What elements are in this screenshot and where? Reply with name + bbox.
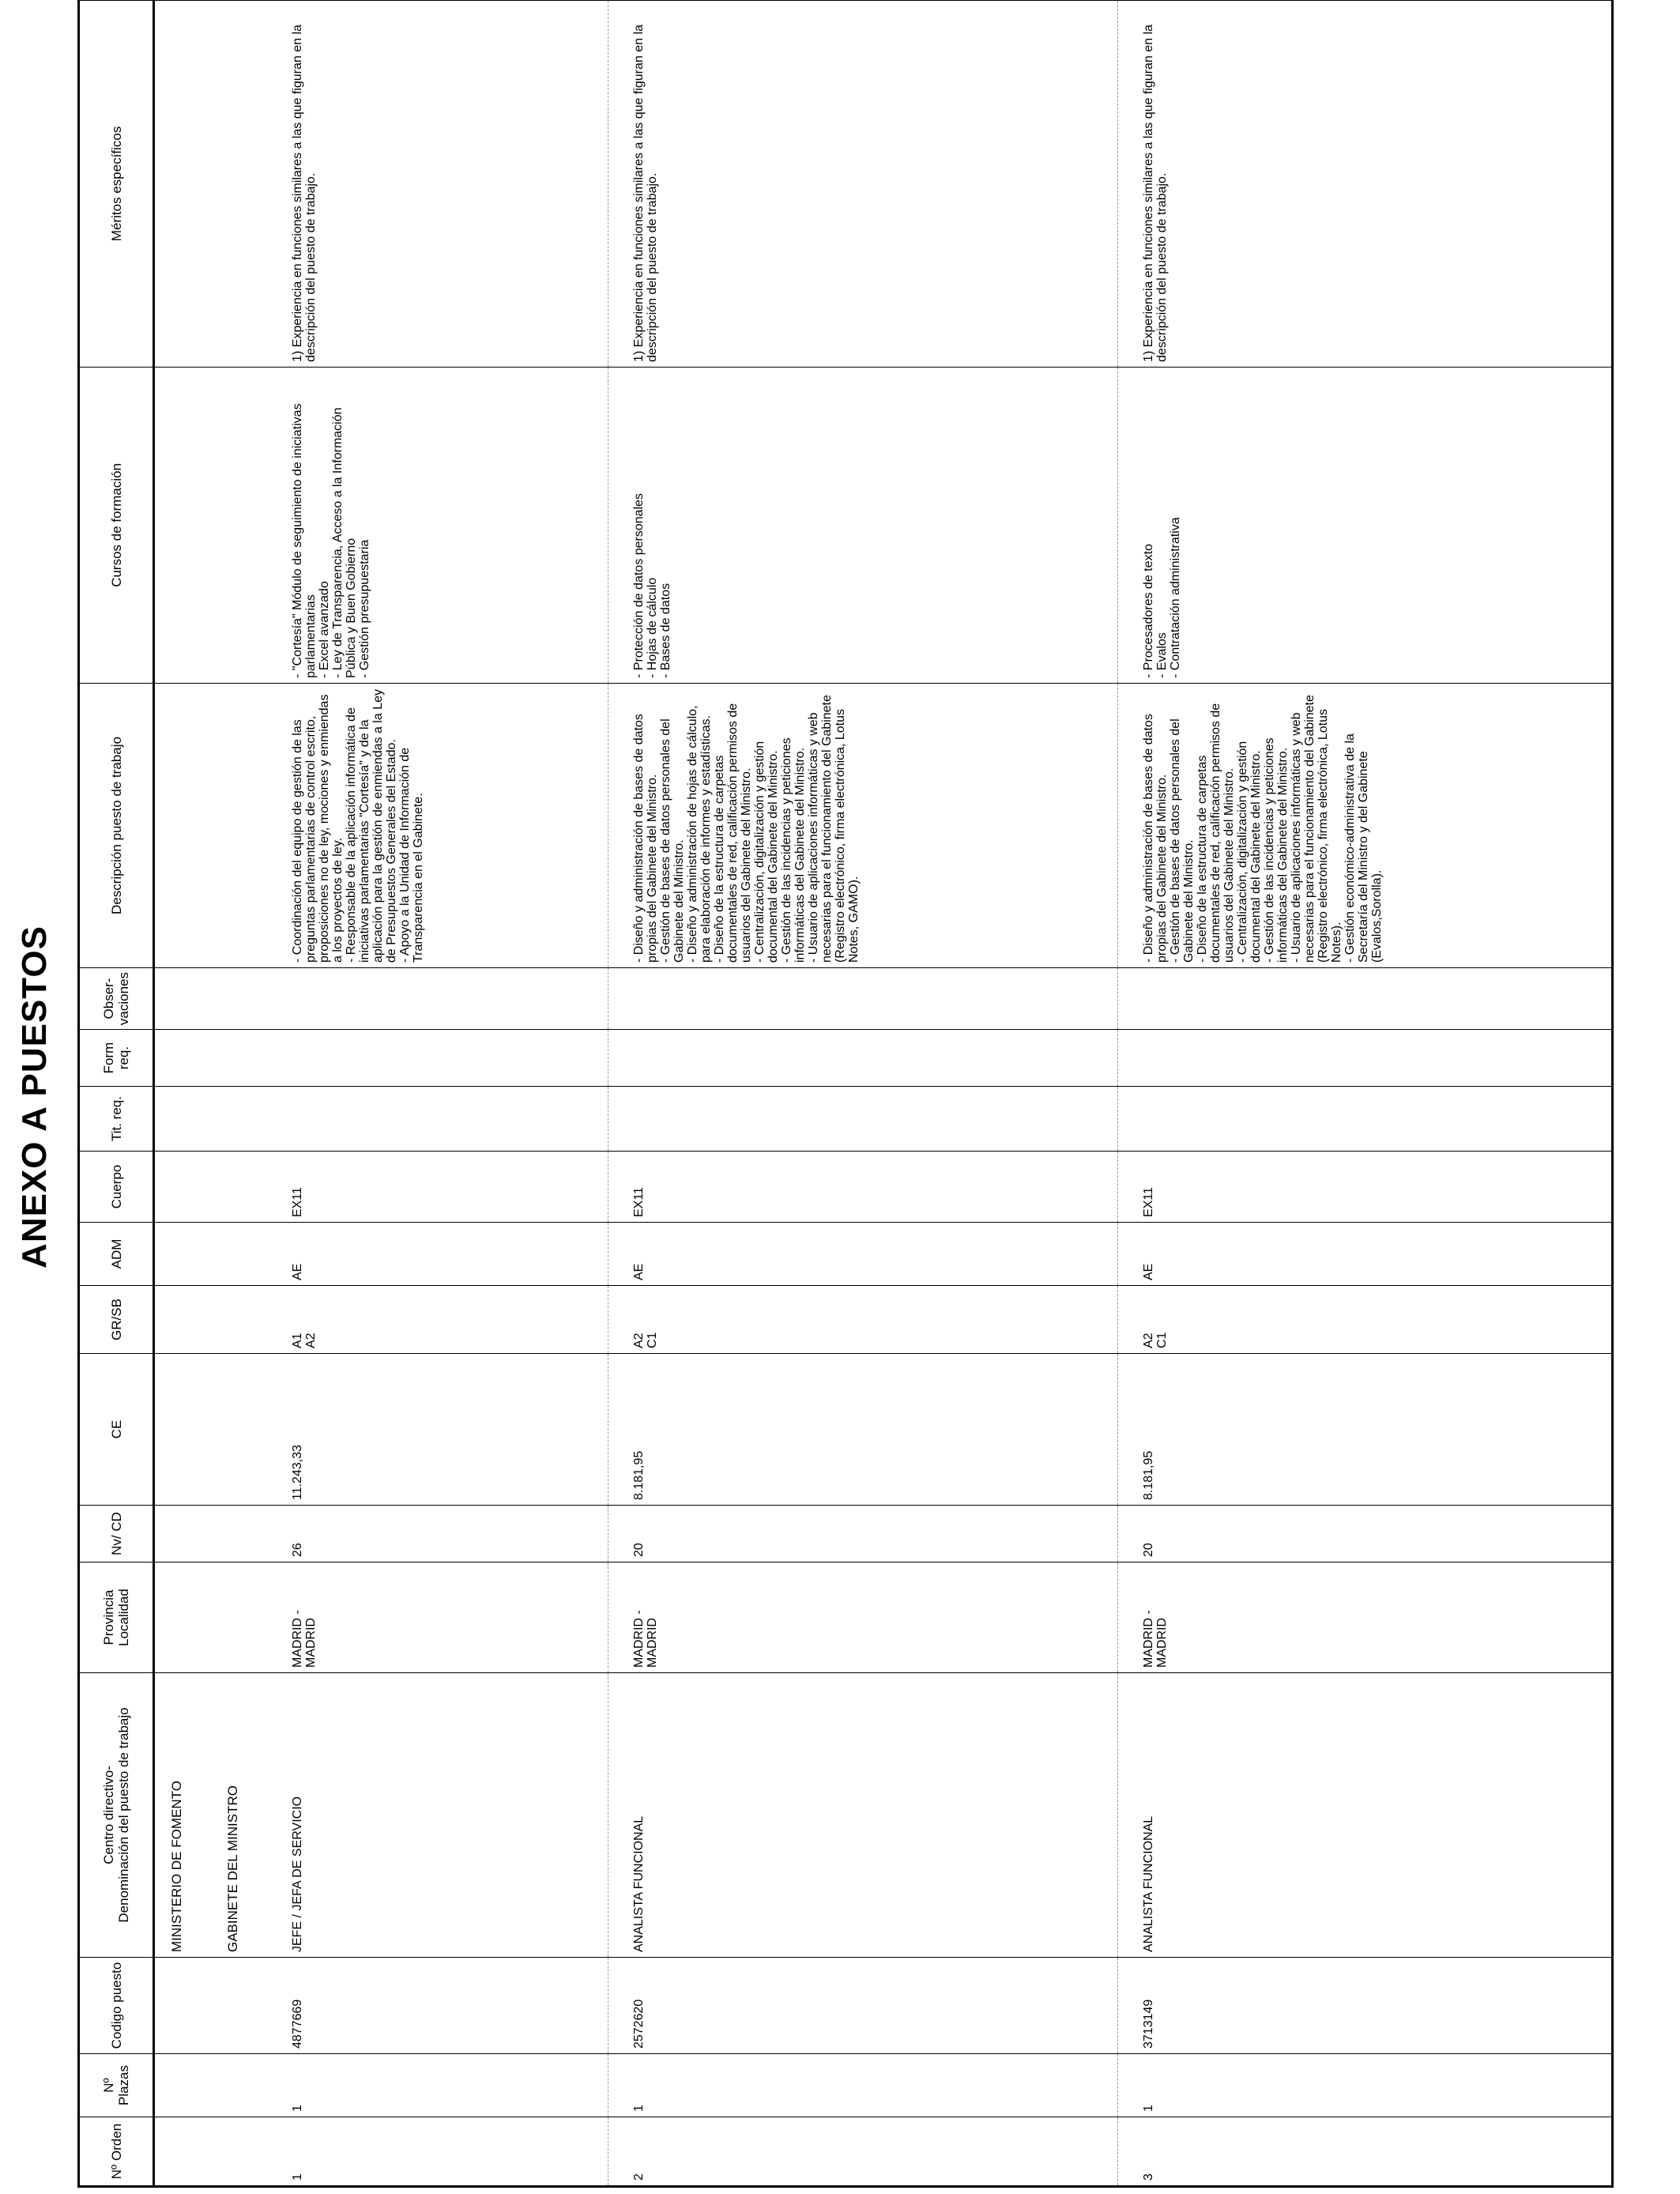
- col-header-max: [79, 0, 154, 1]
- section-cell: [154, 368, 268, 684]
- cell-plazas: 1: [267, 2054, 608, 2117]
- cell-descripcion: - Coordinación del equipo de gestión de las preguntas parlamentarias de control escrito, proposiciones no de ley, mociones y enmiendas a los proyectos de ley. - Responsable de la aplicación informática de iniciativas parlamentarias "Cortesía" y de la aplicación para la gestión de enmiendas a la Ley de Presupuestos Generales del Estado. - Apoyo a la Unidad de Información de Transparencia en el Gabinete.: [267, 684, 608, 968]
- cell-adm: AE: [267, 1223, 608, 1286]
- col-header-orden: Nº Orden: [79, 2117, 154, 2187]
- cell-codigo: 4877669: [267, 1958, 608, 2054]
- cell-titulacion: [608, 1087, 1118, 1152]
- cell-max: [1118, 0, 1613, 1]
- cell-nivel: 20: [608, 1506, 1118, 1563]
- section-cell: [154, 968, 268, 1030]
- cell-cuerpo: EX11: [608, 1152, 1118, 1223]
- table-row: [1118, 0, 1613, 2187]
- cell-orden: 2: [608, 2117, 1118, 2187]
- positions-table: [77, 0, 1614, 2188]
- section-cell: [154, 2117, 268, 2187]
- cell-localidad: MADRID - MADRID: [267, 1563, 608, 1673]
- col-header-nivel: Nv/ CD: [79, 1506, 154, 1563]
- cell-orden: 3: [1118, 2117, 1613, 2187]
- cell-cursos: - "Cortesía" Módulo de seguimiento de iniciativas parlamentarias - Excel avanzado - Ley de Transparencia, Acceso a la Información Pública y Buen Gobierno - Gestión presupuestaria: [267, 368, 608, 684]
- cell-cuerpo: EX11: [267, 1152, 608, 1223]
- cell-descripcion: - Diseño y administración de bases de datos propias del Gabinete del Ministro. - Gestión de bases de datos personales del Gabinete del Ministro. - Diseño y administración de hojas de cálculo, para elaboración de informes y estadísticas. - Diseño de la estructura de carpetas documentales de red, calificación permisos de usuarios del Gabinete del Ministro. - Centralización, digitalización y gestión documental del Gabinete del Ministro. - Gestión de las incidencias y peticiones informáticas del Gabinete del Ministro. - Usuario de aplicaciones informáticas y web necesarias para el funcionamiento del Gabinete (Registro electrónico, firma electrónica, Lotus Notes, GAMO).: [608, 684, 1118, 968]
- cell-formacion: [608, 1030, 1118, 1087]
- table-row: [267, 0, 608, 2187]
- cell-observaciones: [267, 968, 608, 1030]
- cell-puesto: ANALISTA FUNCIONAL: [1118, 1673, 1613, 1958]
- cell-codigo: 2572620: [608, 1958, 1118, 2054]
- cell-plazas: 1: [608, 2054, 1118, 2117]
- cell-puesto: JEFE / JEFA DE SERVICIO: [267, 1673, 608, 1958]
- cell-cursos: - Procesadores de texto - Evalos - Contratación administrativa: [1118, 368, 1613, 684]
- section-cell: [154, 1958, 268, 2054]
- col-header-formacion: Form req.: [79, 1030, 154, 1087]
- unit-name: GABINETE DEL MINISTRO: [225, 1785, 240, 1952]
- cell-titulacion: [1118, 1087, 1613, 1152]
- section-cell: [154, 1286, 268, 1354]
- cell-cuerpo: EX11: [1118, 1152, 1613, 1223]
- section-cell: [154, 684, 268, 968]
- section-row: [154, 0, 268, 2187]
- cell-localidad: MADRID - MADRID: [1118, 1563, 1613, 1673]
- cell-adm: AE: [608, 1223, 1118, 1286]
- section-cell: [154, 1087, 268, 1152]
- cell-puesto: ANALISTA FUNCIONAL: [608, 1673, 1118, 1958]
- col-header-observaciones: Obser-vaciones: [79, 968, 154, 1030]
- cell-grupo: A2 C1: [608, 1286, 1118, 1354]
- cell-meritos: 1) Experiencia en funciones similares a las que figuran en la descripción del puesto de trabajo.: [267, 1, 608, 368]
- cell-titulacion: [267, 1087, 608, 1152]
- cell-plazas: 1: [1118, 2054, 1613, 2117]
- col-header-grupo: GR/SB: [79, 1286, 154, 1354]
- header-row: [79, 0, 154, 2187]
- cell-max: [608, 0, 1118, 1]
- section-header-cell: [154, 1673, 268, 1958]
- cell-ce: 11.243,33: [267, 1354, 608, 1506]
- cell-max: [267, 0, 608, 1]
- col-header-centro-puesto: Centro directivo- Denominación del puesto de trabajo: [79, 1673, 154, 1958]
- col-header-plazas: Nº Plazas: [79, 2054, 154, 2117]
- col-header-meritos: Méritos específicos: [79, 1, 154, 368]
- table-row: [608, 0, 1118, 2187]
- cell-codigo: 3713149: [1118, 1958, 1613, 2054]
- col-header-adm: ADM: [79, 1223, 154, 1286]
- cell-observaciones: [608, 968, 1118, 1030]
- section-cell: [154, 1563, 268, 1673]
- cell-observaciones: [1118, 968, 1613, 1030]
- col-header-cuerpo: Cuerpo: [79, 1152, 154, 1223]
- col-header-localidad: Provincia Localidad: [79, 1563, 154, 1673]
- col-header-ce: CE: [79, 1354, 154, 1506]
- ministry-name: MINISTERIO DE FOMENTO: [169, 1781, 184, 1952]
- col-header-titulacion: Tit. req.: [79, 1087, 154, 1152]
- col-header-descripcion: Descripción puesto de trabajo: [79, 684, 154, 968]
- section-cell: [154, 0, 268, 1]
- cell-meritos: 1) Experiencia en funciones similares a las que figuran en la descripción del puesto de trabajo.: [1118, 1, 1613, 368]
- col-header-cursos: Cursos de formación: [79, 368, 154, 684]
- section-cell: [154, 1, 268, 368]
- section-cell: [154, 1354, 268, 1506]
- cell-grupo: A2 C1: [1118, 1286, 1613, 1354]
- cell-meritos: 1) Experiencia en funciones similares a las que figuran en la descripción del puesto de trabajo.: [608, 1, 1118, 368]
- cell-formacion: [1118, 1030, 1613, 1087]
- cell-ce: 8.181,95: [1118, 1354, 1613, 1506]
- cell-descripcion: - Diseño y administración de bases de datos propias del Gabinete del Ministro. - Gestión de bases de datos personales del Gabinete del Ministro. - Diseño de la estructura de carpetas documentales de red, calificación permisos de usuarios del Gabinete del Ministro. - Centralización, digitalización y gestión documental del Gabinete del Ministro. - Gestión de las incidencias y peticiones informáticas del Gabinete del Ministro. - Usuario de aplicaciones informáticas y web necesarias para el funcionamiento del Gabinete (Registro electrónico, firma electrónica, Lotus Notes). - Gestión económico-administrativa de la Secretaría del Ministro y del Gabinete (Evalos,Sorolla).: [1118, 684, 1613, 968]
- section-cell: [154, 1506, 268, 1563]
- cell-formacion: [267, 1030, 608, 1087]
- cell-localidad: MADRID - MADRID: [608, 1563, 1118, 1673]
- section-cell: [154, 1030, 268, 1087]
- cell-cursos: - Protección de datos personales - Hojas de cálculo - Bases de datos: [608, 368, 1118, 684]
- cell-nivel: 26: [267, 1506, 608, 1563]
- cell-grupo: A1 A2: [267, 1286, 608, 1354]
- cell-orden: 1: [267, 2117, 608, 2187]
- section-cell: [154, 1223, 268, 1286]
- cell-nivel: 20: [1118, 1506, 1613, 1563]
- document-title: ANEXO A PUESTOS: [15, 925, 54, 1269]
- col-header-codigo: Codigo puesto: [79, 1958, 154, 2054]
- cell-adm: AE: [1118, 1223, 1613, 1286]
- section-cell: [154, 2054, 268, 2117]
- section-cell: [154, 1152, 268, 1223]
- cell-ce: 8.181,95: [608, 1354, 1118, 1506]
